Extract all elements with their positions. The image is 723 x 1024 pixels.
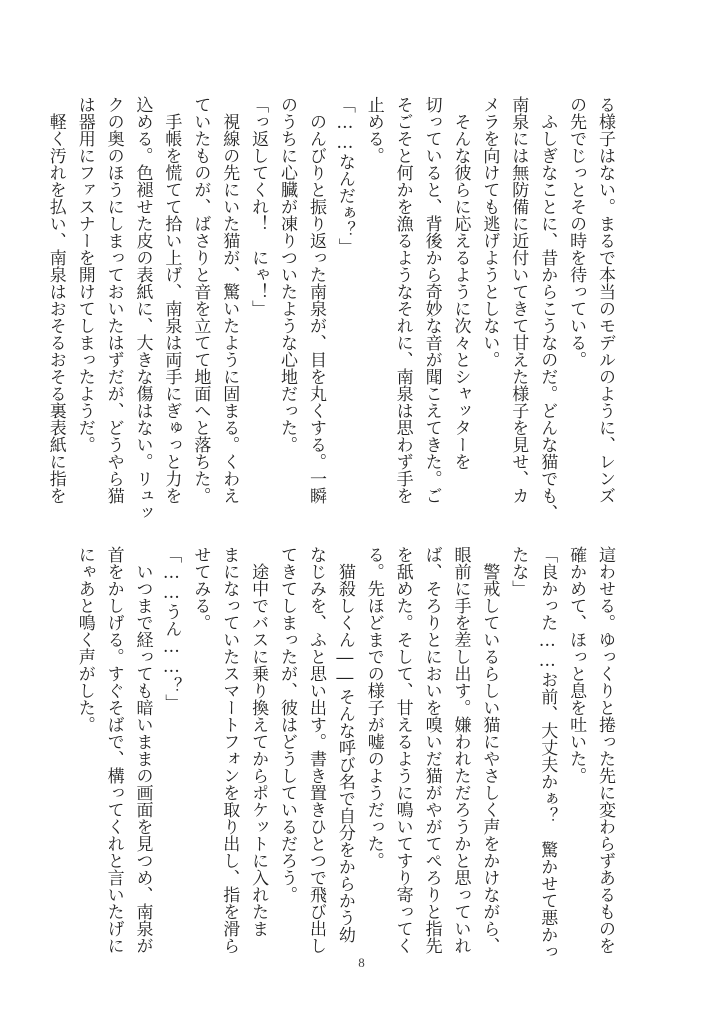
text-line: 「……うん……？」 (161, 546, 182, 711)
text-line: 途中でバスに乗り換えてからポケットに入れたま (248, 546, 269, 937)
text-line: ば、そろりとにおいを嗅いだ猫がやがてぺろりと指先 (421, 546, 442, 954)
text-line: のんびりと振り返った南泉が、目を丸くする。一瞬 (305, 96, 326, 504)
text-line: 込める。色褪せた皮の表紙に、大きな傷はない。リュッ (132, 96, 153, 521)
text-line: 「良かった……お前、大丈夫かぁ？ 驚かせて悪かっ (537, 546, 558, 960)
text-line: の先でじっとその時を待っている。 (566, 96, 587, 368)
text-line: 視線の先にいた猫が、驚いたように固まる。くわえ (219, 96, 240, 504)
text-line: のうちに心臓が凍りついたような心地だった。 (277, 96, 298, 453)
text-line: 切っていると、背後から奇妙な音が聞こえてきた。ご (421, 96, 442, 504)
text-line: まになっていたスマートフォンを取り出し、指を滑ら (219, 546, 240, 954)
text-line: 這わせる。ゆっくりと捲った先に変わらずあるものを (595, 546, 615, 954)
text-line: 警戒しているらしい猫にやさしく声をかけながら、 (479, 546, 500, 954)
text-line: そごそと何かを漁るようなそれに、南泉は思わず手を (392, 96, 413, 504)
text-line: たな」 (508, 546, 529, 597)
text-line: は器用にファスナーを開けてしまったようだ。 (74, 96, 95, 453)
text-line: そんな彼らに応えるように次々とシャッターを (450, 96, 471, 470)
text-line: る。先ほどまでの様子が嘘のようだった。 (363, 546, 384, 869)
text-line: 眼前に手を差し出す。嫌われただろうかと思っていれ (450, 546, 471, 954)
text-block-top (45, 96, 619, 521)
text-line: にゃあと鳴く声がした。 (74, 546, 95, 733)
text-line: 首をかしげる。すぐそばで、構ってくれと言いたげに (103, 546, 124, 954)
text-line: ふしぎなことに、昔からこうなのだ。どんな猫でも、 (537, 96, 558, 521)
text-line: 止める。 (363, 96, 384, 164)
text-line: なじみを、ふと思い出す。書き置きひとつで飛び出し (305, 546, 326, 954)
text-line: せてみる。 (190, 546, 211, 631)
text-line: ていたものが、ばさりと音を立てて地面へと落ちた。 (190, 96, 211, 504)
text-line: 「っ返してくれ！ にゃ！」 (248, 96, 269, 317)
text-line: 確かめて、ほっと息を吐いた。 (566, 546, 587, 784)
text-line: 「……なんだぁ？」 (334, 96, 355, 255)
text-line: 軽く汚れを払い、南泉はおそるおそる裏表紙に指を (45, 96, 66, 504)
text-line: 南泉には無防備に近付いてきて甘えた様子を見せ、カ (508, 96, 529, 504)
text-block-bottom (74, 546, 619, 960)
text-line: る様子はない。まるで本当のモデルのように、レンズ (595, 96, 615, 504)
page-number: 8 (358, 955, 365, 970)
text-line: 手帳を慌てて拾い上げ、南泉は両手にぎゅっと力を (161, 96, 182, 504)
text-line: いつまで経っても暗いままの画面を見つめ、南泉が (132, 546, 153, 954)
text-line: 猫殺しくん――そんな呼び名で自分をからかう幼 (334, 546, 355, 943)
text-line: メラを向けても逃げようとしない。 (479, 96, 500, 368)
text-line: を舐めた。そして、甘えるように鳴いてすり寄ってく (392, 546, 413, 954)
text-line: クの奥のほうにしまっておいたはずだが、どうやら猫 (103, 96, 124, 504)
text-line: てきてしまったが、彼はどうしているだろう。 (277, 546, 298, 903)
